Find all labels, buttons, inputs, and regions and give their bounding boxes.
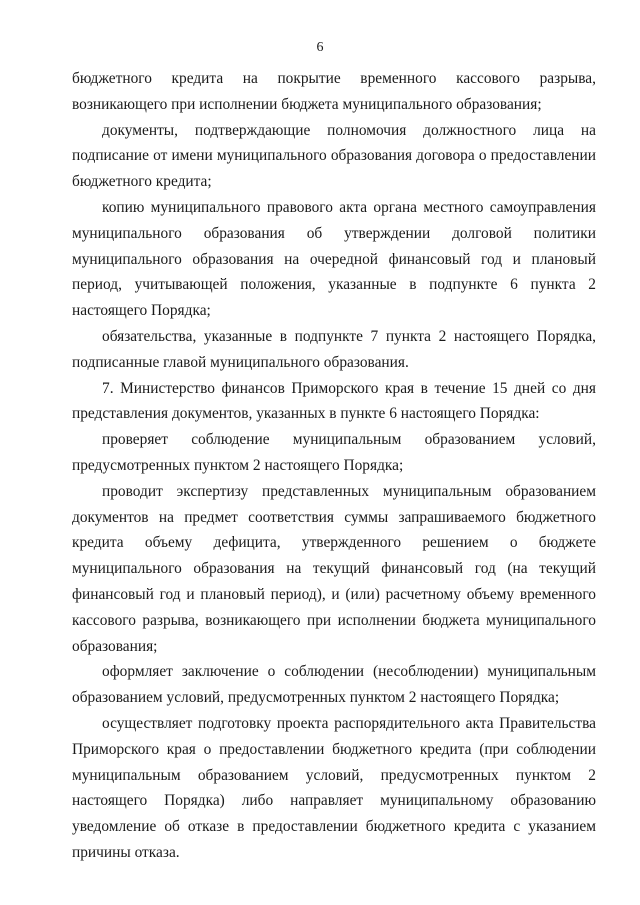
paragraph-authority-documents: документы, подтверждающие полномочия должностного лица на подписание от имени муниципального образования договора о предоставлении бюджетного кредита; xyxy=(72,121,596,191)
page-number: 6 xyxy=(316,40,324,55)
paragraph-conclusion: оформляет заключение о соблюдении (несоблюдении) муниципальным образованием условий, предусмотренных пунктом 2 настоящего Порядка; xyxy=(72,663,596,707)
document-body xyxy=(72,66,596,866)
paragraph-debt-policy-act: копию муниципального правового акта органа местного самоуправления муниципального образования об утверждении долговой политики муниципального образования на очередной финансовый год и плановый период, учитывающей положения, указанные в подпункте 6 пункта 2 настоящего Порядка; xyxy=(72,198,596,320)
paragraph-section-7: 7. Министерство финансов Приморского края в течение 15 дней со дня представления документов, указанных в пункте 6 настоящего Порядка: xyxy=(72,379,596,423)
paragraph-expertise: проводит экспертизу представленных муниципальным образованием документов на предмет соответствия суммы запрашиваемого бюджетного кредита объему дефицита, утвержденного решением о бюджете муниципального образования на текущий финансовый год (на текущий финансовый год и плановый период), и (или) расчетному объему временного кассового разрыва, возникающего при исполнении бюджета муниципального образования; xyxy=(72,482,596,655)
paragraph-draft-act: осуществляет подготовку проекта распорядительного акта Правительства Приморского края о предоставлении бюджетного кредита (при соблюдении муниципальным образованием условий, предусмотренных пунктом 2 настоящего Порядка) либо направляет муниципальному образованию уведомление об отказе в предоставлении бюджетного кредита с указанием причины отказа. xyxy=(72,714,596,861)
paragraph-budget-credit-gap: бюджетного кредита на покрытие временного кассового разрыва, возникающего при исполнении бюджета муниципального образования; xyxy=(72,70,596,113)
paragraph-checks-conditions: проверяет соблюдение муниципальным образованием условий, предусмотренных пунктом 2 настоящего Порядка; xyxy=(72,431,596,474)
paragraph-obligations: обязательства, указанные в подпункте 7 пункта 2 настоящего Порядка, подписанные главой муниципального образования. xyxy=(72,327,596,371)
